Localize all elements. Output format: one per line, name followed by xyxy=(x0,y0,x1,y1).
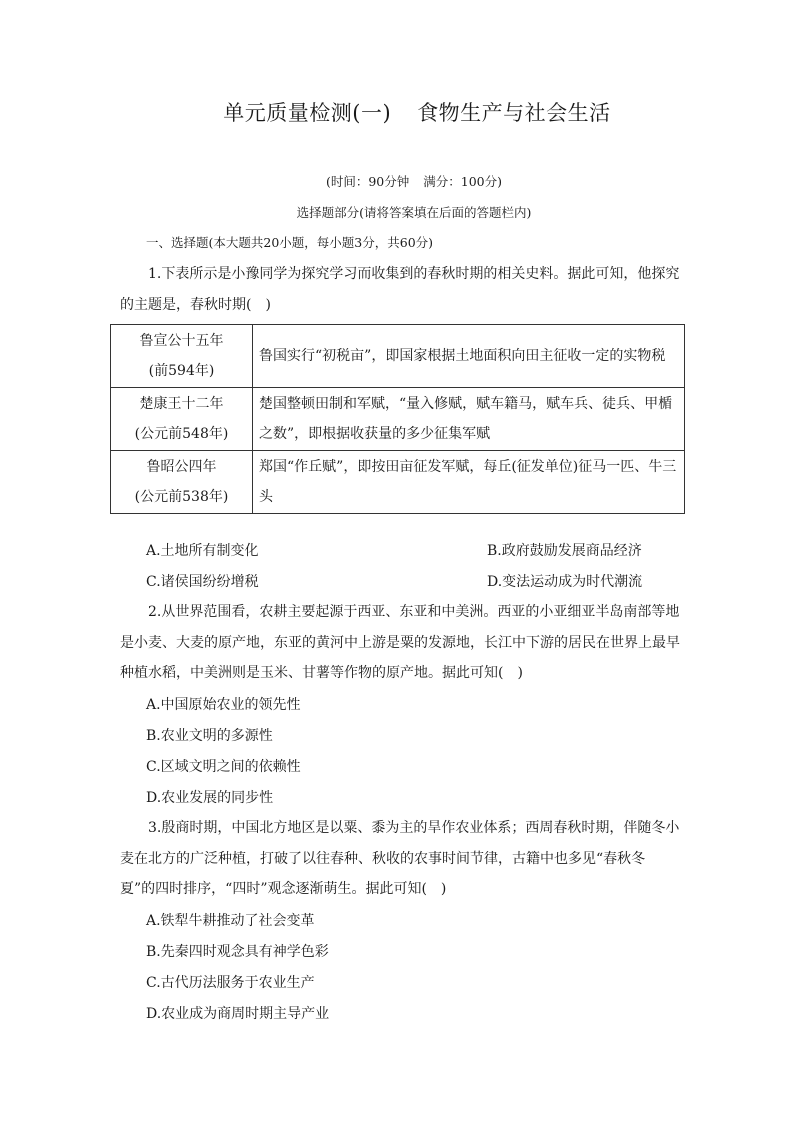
exam-time: (时间：90分钟 xyxy=(325,174,410,189)
q2-option-c: C.区域文明之间的依赖性 xyxy=(146,759,301,775)
q3-option-b: B.先秦四时观念具有神学色彩 xyxy=(146,944,329,960)
section-title: 选择题部分(请将答案填在后面的答题栏内) xyxy=(296,205,532,220)
q1-option-b: B.政府鼓励发展商品经济 xyxy=(487,543,642,559)
description-cell: 鲁国实行“初税亩”，即国家根据土地面积向田主征收一定的实物税 xyxy=(253,325,685,388)
question-3-stem: 3.殷商时期，中国北方地区是以粟、黍为主的旱作农业体系；西周春秋时期，伴随冬小麦在北方的广泛种植，打破了以往春种、秋收的农事时间节律，古籍中也多见“春秋冬夏”的四时排序，“四时”观念逐渐萌生。据此可知( ) xyxy=(120,820,680,897)
q1-option-d: D.变法运动成为时代潮流 xyxy=(487,574,643,590)
question-1-stem: 1.下表所示是小豫同学为探究学习而收集到的春秋时期的相关史料。据此可知，他探究的主题是，春秋时期( ) xyxy=(120,266,680,313)
exam-score: 满分：100分) xyxy=(423,174,503,189)
table-row xyxy=(111,451,685,514)
q2-option-a: A.中国原始农业的领先性 xyxy=(146,697,301,713)
q3-option-c: C.古代历法服务于农业生产 xyxy=(146,975,315,991)
source-table xyxy=(110,324,685,514)
description-cell: 郑国“作丘赋”，即按田亩征发军赋，每丘(征发单位)征马一匹、牛三头 xyxy=(253,451,685,514)
era-cell: 楚康王十二年 (公元前548年) xyxy=(111,388,253,451)
q3-option-d: D.农业成为商周时期主导产业 xyxy=(146,1006,330,1022)
q3-option-a: A.铁犁牛耕推动了社会变革 xyxy=(146,913,315,929)
q2-option-b: B.农业文明的多源性 xyxy=(146,728,273,744)
section-heading: 一、选择题(本大题共20小题，每小题3分，共60分) xyxy=(146,235,434,250)
exam-meta xyxy=(0,172,794,190)
q1-option-a: A.土地所有制变化 xyxy=(146,543,259,559)
page-title xyxy=(0,97,794,127)
era-cell: 鲁宣公十五年 (前594年) xyxy=(111,325,253,388)
q1-option-c: C.诸侯国纷纷增税 xyxy=(146,574,259,590)
title-part-2: 食物生产与社会生活 xyxy=(417,101,611,125)
q2-option-d: D.农业发展的同步性 xyxy=(146,790,274,806)
table-row xyxy=(111,388,685,451)
description-cell: 楚国整顿田制和军赋，“量入修赋，赋车籍马，赋车兵、徒兵、甲楯之数”，即根据收获量的多少征集军赋 xyxy=(253,388,685,451)
era-cell: 鲁昭公四年 (公元前538年) xyxy=(111,451,253,514)
question-2-stem: 2.从世界范围看，农耕主要起源于西亚、东亚和中美洲。西亚的小亚细亚半岛南部等地是小麦、大麦的原产地，东亚的黄河中上游是粟的发源地，长江中下游的居民在世界上最早种植水稻，中美洲则是玉米、甘薯等作物的原产地。据此可知( ) xyxy=(120,604,680,681)
title-part-1: 单元质量检测(一) xyxy=(223,101,392,125)
table-row xyxy=(111,325,685,388)
